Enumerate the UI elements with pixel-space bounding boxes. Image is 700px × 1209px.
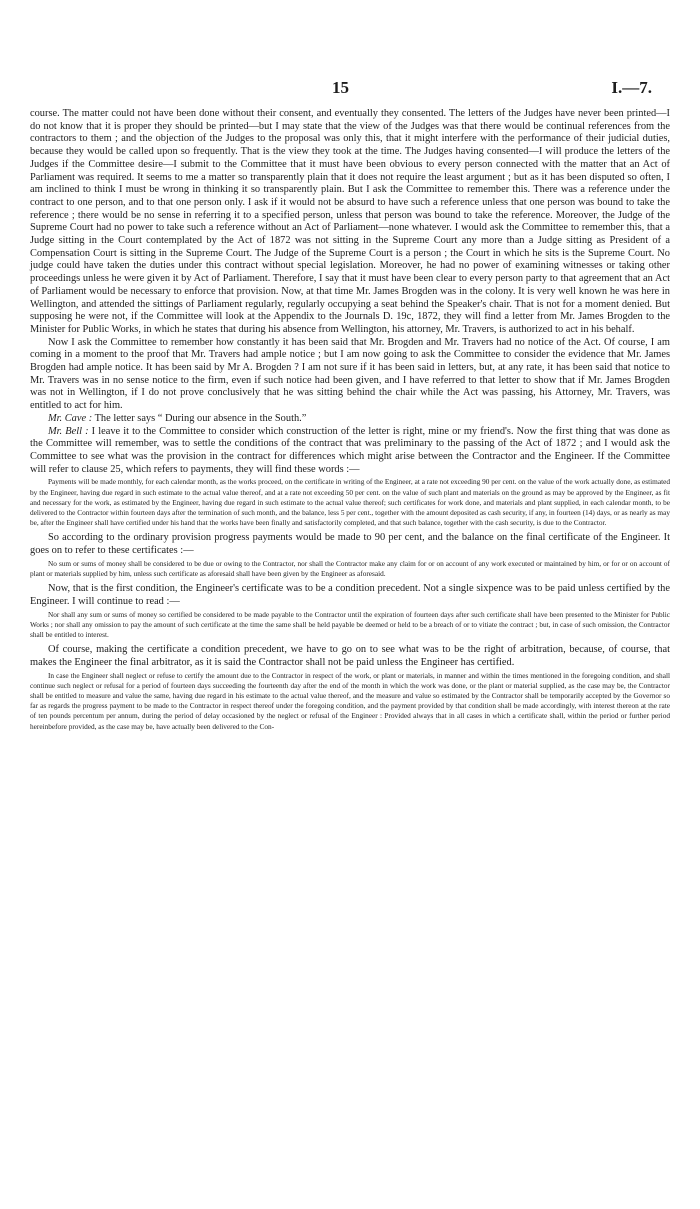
body-paragraph: course. The matter could not have been done without their consent, and eventually they consented. The letters of the Judges have never been printed—I do not know that it is proper they should be printed—but I may state that the view of the Judges was that there would be continual references from the contractors to them ; and the objection of the Judges to the proposal was only this, that it might interfere with the performance of their judicial duties, because they would be called upon so frequently. That is the view they took at the time. The Judges having consented—I will produce the letters of the Judges if the Committee desire—I submit to the Committee that it must have been obvious to every person connected with the matter that an Act of Parliament was required. It seems to me a matter so transparently plain that it does not require the least argument ; but as it has been disputed so often, I am inclined to think I must be wrong in thinking it so transparently plain. But I ask the Committee to remember this. There was a reference under the contract to one person, and to that one person only. I ask if it would not be absurd to have such a reference unless that one person was bound to take the reference ; there would be no sense in referring it to a specified person, unless that person was bound to take the reference. Moreover, the Judge of the Supreme Court had no power to take such a reference without an Act of Parliament—none whatever. I would ask the Committee to remember this, that a Judge sitting in the Court contemplated by the Act of 1872 was not sitting in the Supreme Court any more than a Judge sitting as President of a Compensation Court is sitting in the Supreme Court. The Judge of the Supreme Court is a person ; the Court in which he sits is the Supreme Court. No judge could have taken the duties under this contract without special legislation. Moreover, he had no power of examining witnesses or taking other proceedings unless he were given it by Act of Parliament. Therefore, I say that it must have been clear to every person party to that agreement that an Act of Parliament would be necessary to enforce that provision. Now, at that time Mr. James Brogden was in the colony. It is very well known he was here in Wellington, and attended the sittings of Parliament regularly, regularly occupying a seat behind the Speaker's chair. That is not for a moment denied. But supposing he were not, if the Committee will look at the Appendix to the Journals D. 19c, 1872, they will find a letter from Mr. James Brogden to the Minister for Public Works, in which he states that during his absence from Wellington, his attorney, Mr. Travers, is authorized to act in his behalf.	[30, 108, 670, 335]
speaker-text: The letter says “ During our absence in the South.”	[94, 412, 307, 424]
page-header	[0, 78, 700, 102]
contract-quote: In case the Engineer shall neglect or refuse to certify the amount due to the Contractor in respect of the work, or plant or materials, in manner and within the times mentioned in the foregoing condition, and shall continue such neglect or refusal for a period of fourteen days succeeding the fourteenth day after the end of the month in which the work was done, or the plant or material supplied, as the case may be, the Contractor shall be entitled to measure and value the same, having due regard in his estimate to the actual value thereof, and the measure and value so estimated by the Contractor shall be temporarily accepted by the Governor so far as regards the progress payment to be made to the Contractor in respect thereof under the foregoing condition, and the payment provided by that condition shall be made accordingly, with interest thereon at the rate of ten pounds percentum per annum, during the period of delay occasioned by the neglect or refusal of the Engineer : Provided always that in all cases in which a certificate shall, within the period or further period hereinbefore provided, as the case may be, have actually been delivered to the Con-	[30, 670, 670, 731]
body-paragraph: Now I ask the Committee to remember how constantly it has been said that Mr. Brogden and Mr. Travers had no notice of the Act. Of course, I am coming in a moment to the proof that Mr. Travers had ample notice ; but I am now going to ask the Committee to consider the evidence that Mr. James Brogden had ample notice. It has been said by Mr A. Brogden ? I am not sure if it has been said in letters, but, at any rate, it has been said that notice to Mr. Travers was in no sense notice to the firm, even if such notice had been given, and I have referred to that letter to show that if Mr. James Brogden was not in Wellington, if I do not prove conclusively that he was sitting behind the chair while the Act was passing, his Attorney, Mr. Travers, was entitled to act for him.	[30, 336, 670, 412]
speaker-name: Mr. Cave :	[48, 412, 93, 424]
contract-quote: Payments will be made monthly, for each calendar month, as the works proceed, on the certificate in writing of the Engineer, at a rate not exceeding 90 per cent. on the value of the work actually done, as estimated by the Engineer, having due regard in such estimate to the actual value thereof, and at a rate not exceeding 50 per cent. on the value of such plant and materials on the ground as may be approved by the Engineer, as fit and necessary for the work, as estimated by the Engineer, having due regard in such estimate to the actual value thereof; such certificates for work done, and materials and plant supplied, in each calendar month, to be delivered to the Contractor within fourteen days after the termination of such month, and the balance, less 5 per cent., together with the amount deposited as cash security, if any, in fourteen (14) days, or as nearly as may be, after the Engineer shall have certified under his hand that the works have been finally and satisfactorily completed, and that such balance, together with the cash security, is due to the Contractor.	[30, 477, 670, 528]
speaker-text: I leave it to the Committee to consider which construction of the letter is right, mine or my friend's. Now the first thing that was done as the Committee will remember, was to settle the conditions of the contract that was preliminary to the passing of the Act of 1872 ; and I would ask the Committee to see what was the provision in the contract for differences which might arise between the Contractor and the Engineer. If the Committee will refer to clause 25, which refers to payments, they will find these words :—	[30, 425, 670, 475]
contract-quote: No sum or sums of money shall be considered to be due or owing to the Contractor, nor shall the Contractor make any claim for or on account of any work executed or maintained by him, or for or on account of plant or materials supplied by him, unless such certificate as aforesaid shall have been given by the Engineer as aforesaid.	[30, 558, 670, 579]
page-body	[30, 108, 670, 736]
speaker-paragraph	[30, 426, 670, 477]
body-paragraph: So according to the ordinary provision progress payments would be made to 90 per cent, and the balance on the final certificate of the Engineer. It goes on to refer to these certificates :—	[30, 532, 670, 557]
document-reference: I.—7.	[611, 78, 652, 97]
speaker-paragraph	[30, 413, 670, 426]
page-number: 15	[332, 78, 349, 97]
body-paragraph: Of course, making the certificate a condition precedent, we have to go on to see what was to be the right of arbitration, because, of course, that makes the Engineer the final arbitrator, as it is said the Contractor shall not be paid unless the Engineer has certified.	[30, 644, 670, 668]
body-paragraph: Now, that is the first condition, the Engineer's certificate was to be a condition precedent. Not a single sixpence was to be paid unless certified by the Engineer. I will continue to read :—	[30, 583, 670, 607]
contract-quote: Nor shall any sum or sums of money so certified be considered to be made payable to the Contractor until the expiration of fourteen days after such certificate shall have been presented to the Minister for Public Works ; nor shall any omission to pay the amount of such certificate at the time the same shall be held payable be deemed or held to be a breach of or to vitiate the contract ; but, in case of such omission, the Contractor shall be entitled to interest.	[30, 609, 670, 640]
speaker-name: Mr. Bell :	[48, 425, 89, 437]
